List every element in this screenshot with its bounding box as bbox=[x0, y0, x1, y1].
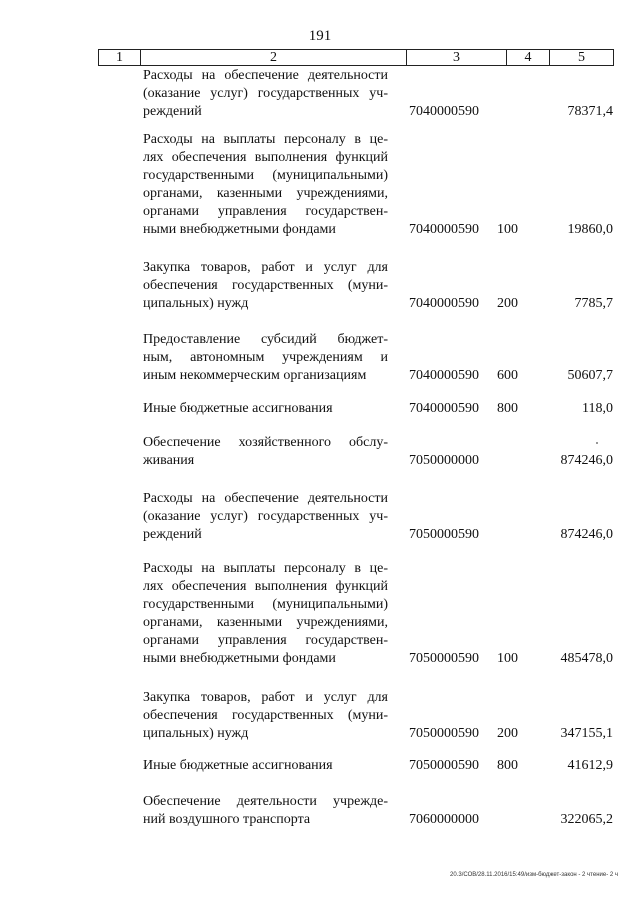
description-line: органами, казенными учреждениями, bbox=[143, 186, 388, 201]
row-code: 7050000590 bbox=[409, 726, 479, 741]
description-line: лях обеспечения выполнения функций bbox=[143, 150, 388, 165]
description-line: ципальных) нужд bbox=[143, 296, 249, 311]
row-description bbox=[143, 434, 388, 470]
description-line: органами, казенными учреждениями, bbox=[143, 615, 388, 630]
row-amount: 19860,0 bbox=[567, 222, 613, 237]
row-amount: 347155,1 bbox=[560, 726, 613, 741]
description-line: ципальных) нужд bbox=[143, 726, 249, 741]
table-header bbox=[98, 49, 614, 66]
description-line: Расходы на обеспечение деятельности bbox=[143, 491, 388, 506]
description-line: Иные бюджетные ассигнования bbox=[143, 758, 333, 773]
row-amount: 485478,0 bbox=[560, 651, 613, 666]
description-line: Закупка товаров, работ и услуг для bbox=[143, 260, 388, 275]
row-description bbox=[143, 689, 388, 743]
description-line: лях обеспечения выполнения функций bbox=[143, 579, 388, 594]
description-line: Расходы на выплаты персоналу в це- bbox=[143, 132, 388, 147]
header-col-2: 2 bbox=[141, 50, 407, 65]
row-code: 7050000590 bbox=[409, 527, 479, 542]
row-description bbox=[143, 757, 388, 775]
row-code: 7040000590 bbox=[409, 222, 479, 237]
row-amount: 874246,0 bbox=[560, 453, 613, 468]
description-line: Иные бюджетные ассигнования bbox=[143, 401, 333, 416]
row-amount: 50607,7 bbox=[567, 368, 613, 383]
description-line: Расходы на выплаты персоналу в це- bbox=[143, 561, 388, 576]
row-description bbox=[143, 560, 388, 668]
description-line: органами управления государствен- bbox=[143, 633, 388, 648]
row-code: 7050000000 bbox=[409, 453, 479, 468]
description-line: ными внебюджетными фондами bbox=[143, 651, 336, 666]
description-line: реждений bbox=[143, 527, 202, 542]
description-line: Предоставление субсидий бюджет- bbox=[143, 332, 388, 347]
row-code: 7040000590 bbox=[409, 296, 479, 311]
header-col-3: 3 bbox=[407, 50, 507, 65]
row-amount: 874246,0 bbox=[560, 527, 613, 542]
footer-doc-ref: 20.3/СОВ/28.11.2016/15:49/изм-бюджет-закон - 2 чтение- 2 ч bbox=[450, 872, 618, 878]
description-line: Расходы на обеспечение деятельности bbox=[143, 68, 388, 83]
row-code: 7050000590 bbox=[409, 758, 479, 773]
row-description bbox=[143, 131, 388, 239]
description-line: обеспечения государственных (муни- bbox=[143, 708, 388, 723]
row-description bbox=[143, 259, 388, 313]
row-code: 7040000590 bbox=[409, 368, 479, 383]
description-line: (оказание услуг) государственных уч- bbox=[143, 509, 388, 524]
row-amount: 41612,9 bbox=[567, 758, 613, 773]
row-code: 7040000590 bbox=[409, 401, 479, 416]
row-description bbox=[143, 400, 388, 418]
row-description bbox=[143, 793, 388, 829]
header-col-4: 4 bbox=[507, 50, 550, 65]
row-amount: 78371,4 bbox=[567, 104, 613, 119]
description-line: Обеспечение хозяйственного обслу- bbox=[143, 435, 388, 450]
description-line: ными внебюджетными фондами bbox=[143, 222, 336, 237]
row-expense-type: 200 bbox=[497, 296, 518, 311]
header-col-1: 1 bbox=[99, 50, 141, 65]
description-line: реждений bbox=[143, 104, 202, 119]
page-number: 191 bbox=[308, 28, 332, 44]
row-expense-type: 800 bbox=[497, 758, 518, 773]
row-description bbox=[143, 490, 388, 544]
row-amount: 118,0 bbox=[582, 401, 613, 416]
description-line: ний воздушного транспорта bbox=[143, 812, 311, 827]
description-line: государственными (муниципальными) bbox=[143, 597, 388, 612]
description-line: Обеспечение деятельности учрежде- bbox=[143, 794, 388, 809]
description-line: ным, автономным учреждениям и bbox=[143, 350, 388, 365]
row-expense-type: 100 bbox=[497, 651, 518, 666]
description-line: живания bbox=[143, 453, 195, 468]
scan-speck bbox=[596, 442, 598, 444]
row-description bbox=[143, 331, 388, 385]
row-code: 7060000000 bbox=[409, 812, 479, 827]
description-line: Закупка товаров, работ и услуг для bbox=[143, 690, 388, 705]
description-line: государственными (муниципальными) bbox=[143, 168, 388, 183]
row-expense-type: 100 bbox=[497, 222, 518, 237]
row-amount: 322065,2 bbox=[560, 812, 613, 827]
row-amount: 7785,7 bbox=[574, 296, 613, 311]
description-line: иным некоммерческим организациям bbox=[143, 368, 367, 383]
description-line: обеспечения государственных (муни- bbox=[143, 278, 388, 293]
row-code: 7050000590 bbox=[409, 651, 479, 666]
row-expense-type: 600 bbox=[497, 368, 518, 383]
description-line: органами управления государствен- bbox=[143, 204, 388, 219]
row-expense-type: 800 bbox=[497, 401, 518, 416]
description-line: (оказание услуг) государственных уч- bbox=[143, 86, 388, 101]
row-expense-type: 200 bbox=[497, 726, 518, 741]
header-col-5: 5 bbox=[578, 50, 585, 65]
row-code: 7040000590 bbox=[409, 104, 479, 119]
row-description bbox=[143, 67, 388, 121]
